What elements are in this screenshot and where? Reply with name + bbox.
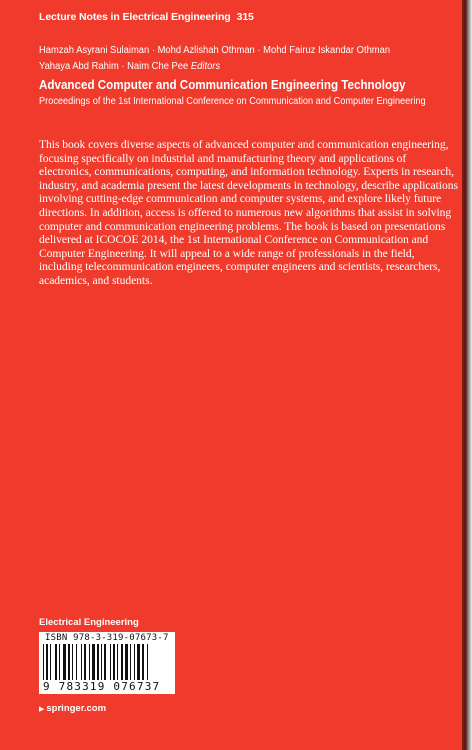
publisher-url-text: springer.com: [46, 703, 107, 714]
barcode-bar: [59, 644, 60, 684]
barcode-bar: [50, 644, 51, 684]
barcode-bar: [92, 644, 95, 684]
barcode-bar: [113, 644, 115, 684]
editors-names: Yahaya Abd Rahim · Naim Che Pee: [39, 61, 189, 72]
barcode-bar: [55, 644, 57, 684]
barcode-bar: [101, 644, 102, 684]
barcode-bar: [43, 644, 44, 684]
series-volume: 315: [236, 11, 254, 23]
barcode-bars: [39, 644, 175, 684]
barcode-bar: [63, 644, 66, 684]
isbn-number: ISBN 978-3-319-07673-7: [45, 633, 169, 643]
book-title: Advanced Computer and Communication Engineering Technology: [39, 78, 406, 92]
spine-shadow: [462, 0, 472, 750]
barcode-bar: [137, 644, 140, 684]
subject-category: Electrical Engineering: [39, 617, 139, 628]
series-name: Lecture Notes in Electrical Engineering: [39, 11, 231, 23]
barcode-bar: [130, 644, 131, 684]
barcode-bar: [117, 644, 118, 684]
barcode-bar: [147, 644, 148, 684]
barcode-bar: [97, 644, 99, 684]
barcode-bar: [89, 644, 90, 684]
publisher-url: [39, 703, 106, 714]
barcode-bar: [125, 644, 128, 684]
editors-line-1: Hamzah Asyrani Sulaiman · Mohd Azlishah Othman · Mohd Fairuz Iskandar Othman: [39, 45, 391, 56]
barcode-bar: [68, 644, 70, 684]
ean-digits: 9 783319 076737: [43, 680, 161, 693]
barcode-bar: [72, 644, 73, 684]
barcode-bar: [76, 644, 77, 684]
barcode-bar: [110, 644, 111, 684]
barcode: [39, 632, 175, 694]
editors-role: Editors: [190, 61, 221, 72]
barcode-bar: [121, 644, 123, 684]
book-description: This book covers diverse aspects of advanced computer and communication engineering, focusing specifically on industrial and manufacturing theory and applications of electronics, communications, computing, and information technology. Experts in research, industry, and academia present the latest developments in technology, describe applications involving cutting-edge communication and computer systems, and explore likely future directions. In addition, access is offered to numerous new algorithms that assist in solving computer and communication engineering problems. The book is based on presentations delivered at ICOCOE 2014, the 1st International Conference on Communication and Computer Engineering. It will appeal to a wide range of professionals in the field, including telecommunication engineers, computer engineers and scientists, researchers, academics, and students.: [39, 138, 458, 287]
barcode-bar: [81, 644, 82, 684]
barcode-bar: [84, 644, 86, 684]
book-subtitle: Proceedings of the 1st International Conference on Communication and Computer Engineering: [39, 96, 426, 107]
barcode-bar: [142, 644, 144, 684]
editors-line-2: [39, 61, 220, 72]
triangle-right-icon: ▶: [39, 706, 45, 713]
series-line: [39, 11, 254, 23]
barcode-bar: [104, 644, 106, 684]
barcode-bar: [134, 644, 135, 684]
barcode-bar: [46, 644, 48, 684]
